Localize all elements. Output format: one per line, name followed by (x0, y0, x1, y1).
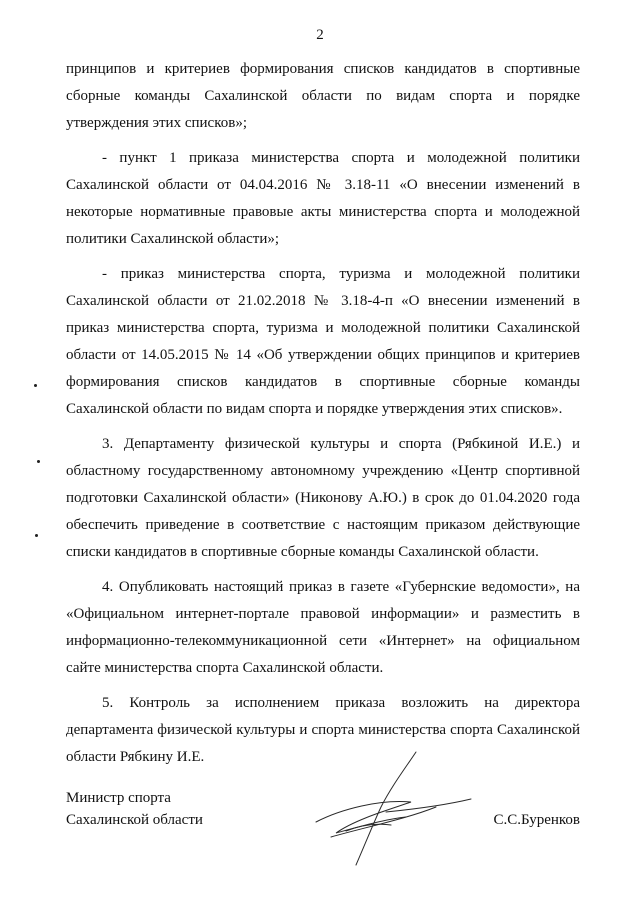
scan-speck (35, 534, 38, 537)
paragraph-item-dash-2: - приказ министерства спорта, туризма и молодежной политики Сахалинской области от 21.02.2018 № 3.18-4-п «О внесении изменений в приказ министерства спорта, туризма и молодежной политики Сахалинской области от 14.05.2015 № 14 «Об утверждении общих принципов и критериев формирования списков кандидатов в спортивные сборные команды Сахалинской области по видам спорта и порядке утверждения этих списков». (66, 266, 580, 417)
paragraph-item-3: 3. Департаменту физической культуры и спорта (Рябкиной И.Е.) и областному государственному автономному учреждению «Центр спортивной подготовки Сахалинской области» (Никонову А.Ю.) в срок до 01.04.2020 года обеспечить приведение в соответствие с настоящим приказом действующие списки кандидатов в спортивные сборные команды Сахалинской области. (66, 436, 580, 560)
signature-block (66, 787, 580, 857)
handwritten-signature (286, 747, 486, 867)
signer-name: С.С.Буренков (493, 812, 580, 828)
paragraph-item-4: 4. Опубликовать настоящий приказ в газете «Губернские ведомости», на «Официальном интернет-портале правовой информации» и разместить в информационно-телекоммуникационной сети «Интернет» на официальном сайте министерства спорта Сахалинской области. (66, 579, 580, 676)
page-number: 2 (316, 27, 324, 43)
scan-speck (37, 460, 40, 463)
signer-title-line1: Министр спорта (66, 790, 171, 806)
signer-title-line2: Сахалинской области (66, 812, 203, 828)
signer-title (66, 787, 203, 831)
paragraph-continuation: принципов и критериев формирования списков кандидатов в спортивные сборные команды Сахалинской области по видам спорта и порядке утверждения этих списков»; (66, 61, 580, 131)
document-body (66, 56, 580, 771)
scan-speck (34, 384, 37, 387)
paragraph-item-dash-1: - пункт 1 приказа министерства спорта и молодежной политики Сахалинской области от 04.04.2016 № 3.18-11 «О внесении изменений в некоторые нормативные правовые акты министерства спорта и молодежной политики Сахалинской области»; (66, 150, 580, 247)
paragraph-item-5: 5. Контроль за исполнением приказа возложить на директора департамента физической культуры и спорта министерства спорта Сахалинской области Рябкину И.Е. (66, 695, 580, 765)
